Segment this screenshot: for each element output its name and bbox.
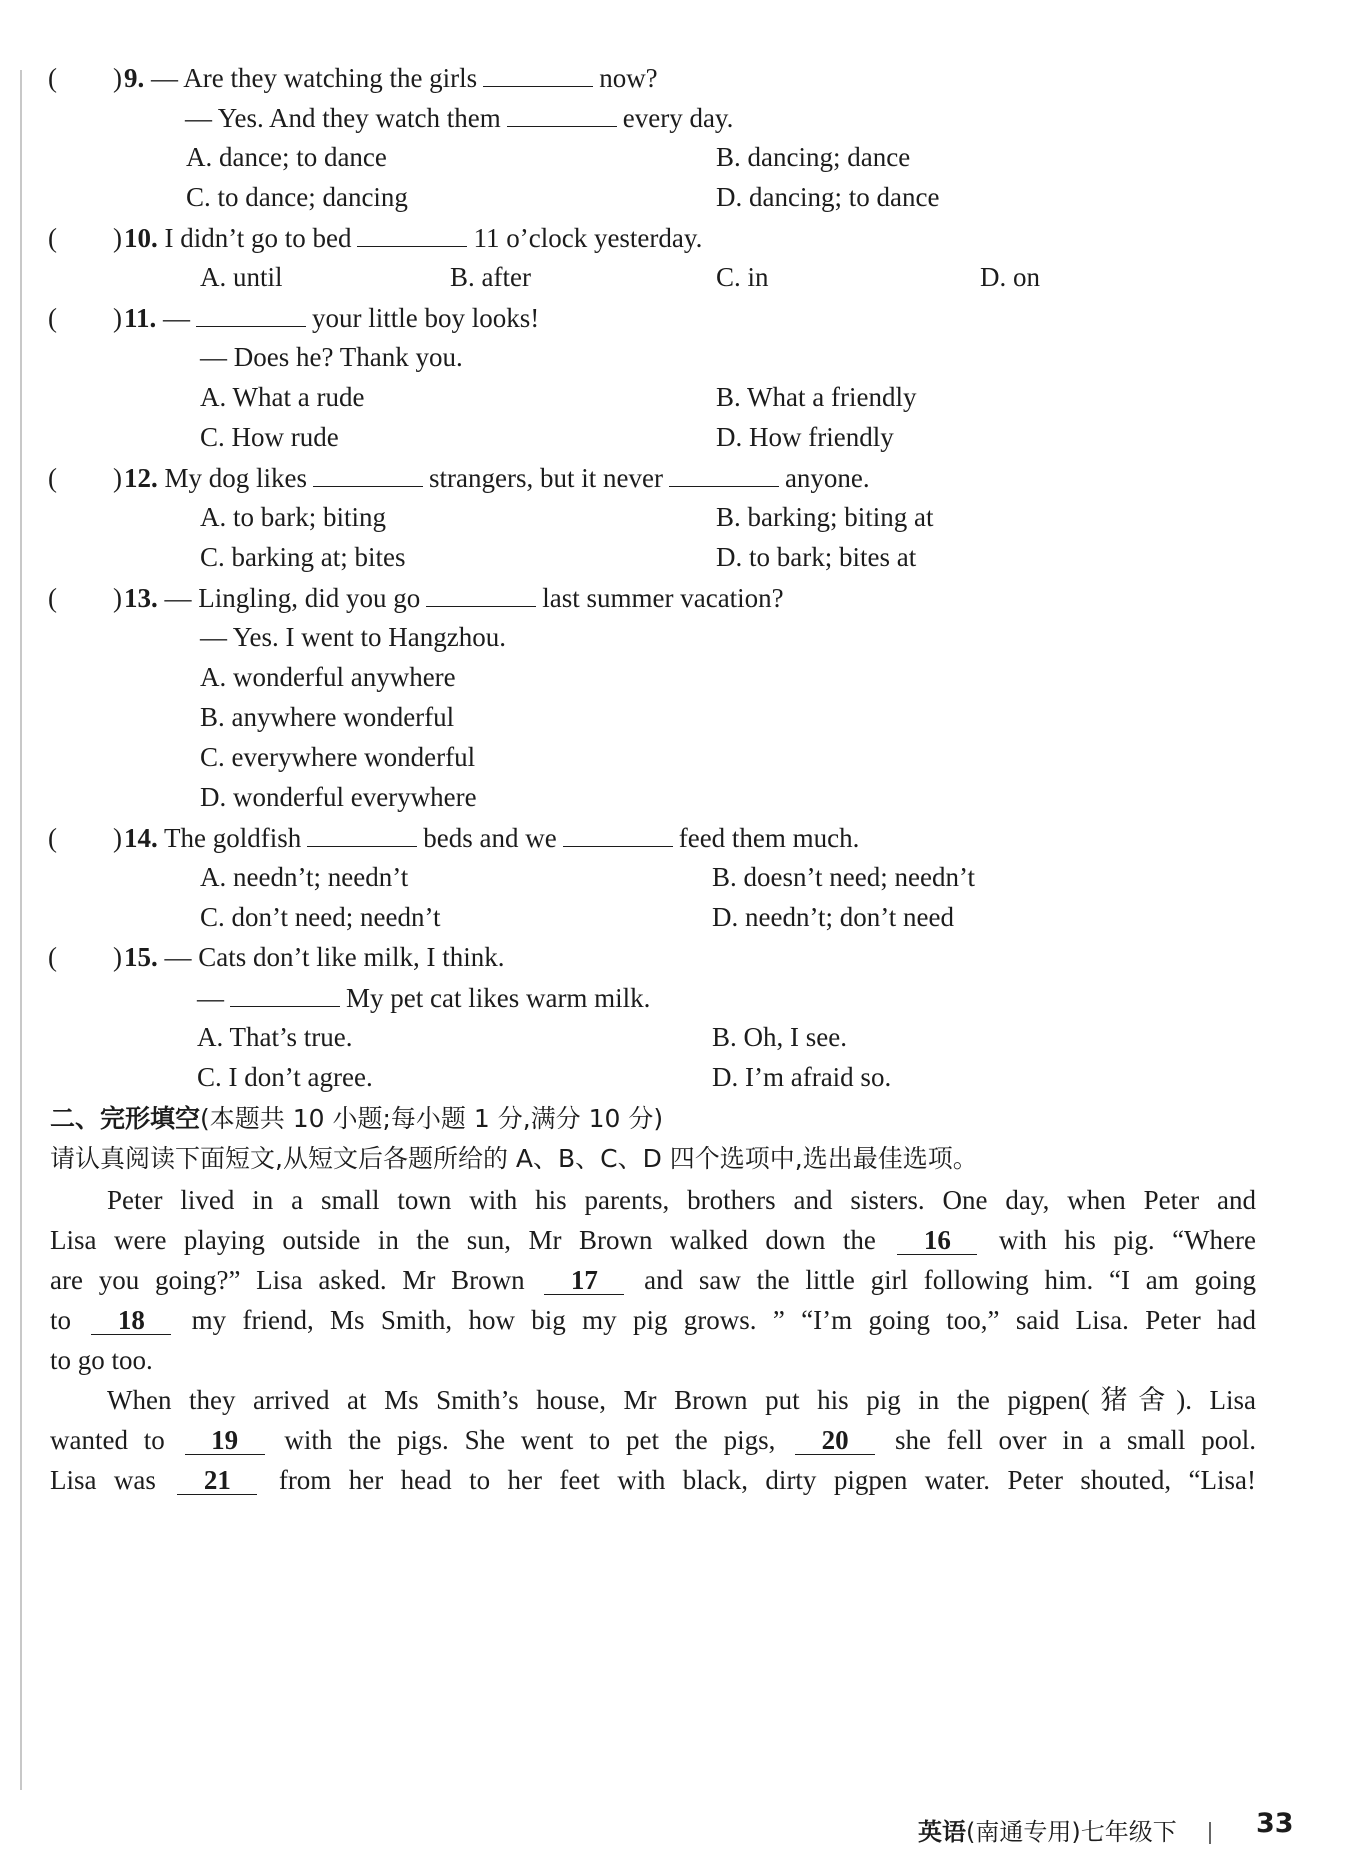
option-a: A. dance; to dance	[186, 142, 387, 172]
answer-bracket[interactable]: ( )	[48, 463, 122, 493]
footer-grade: 七年级下	[1080, 1818, 1177, 1846]
option-b: B. after	[450, 262, 531, 292]
question-number: 14.	[124, 823, 158, 853]
passage-line	[50, 1307, 1256, 1335]
blank	[196, 304, 306, 327]
stem-text: — Cats don’t like milk, I think.	[164, 942, 505, 972]
blank	[483, 64, 593, 87]
answer-bracket[interactable]: ( )	[48, 63, 122, 93]
page-footer	[918, 1812, 1231, 1847]
cloze-blank-21[interactable]: 21	[177, 1467, 257, 1495]
question-13-reply: — Yes. I went to Hangzhou.	[200, 622, 506, 652]
passage-line	[50, 1227, 1256, 1255]
passage-text: Lisa were playing outside in the sun, Mr Brown walked down the	[50, 1225, 876, 1255]
answer-bracket[interactable]: ( )	[48, 942, 122, 972]
passage-text: are you going?” Lisa asked. Mr Brown	[50, 1265, 525, 1295]
option-a: A. wonderful anywhere	[200, 662, 456, 692]
cloze-blank-17[interactable]: 17	[544, 1267, 624, 1295]
passage-line	[50, 1267, 1256, 1295]
cloze-blank-19[interactable]: 19	[185, 1427, 265, 1455]
question-number: 15.	[124, 942, 158, 972]
blank	[230, 984, 340, 1007]
passage-line: Peter lived in a small town with his parents, brothers and sisters. One day, when Peter and	[107, 1185, 1256, 1215]
stem-text: — Lingling, did you go	[164, 583, 421, 613]
question-9	[48, 64, 658, 92]
question-number: 9.	[124, 63, 145, 93]
question-11	[48, 304, 539, 332]
question-13	[48, 584, 784, 612]
answer-bracket[interactable]: ( )	[48, 583, 122, 613]
passage-text: and saw the little girl following him. “I am going	[644, 1265, 1257, 1295]
option-a: A. to bark; biting	[200, 502, 386, 532]
question-number: 13.	[124, 583, 158, 613]
section-note: (本题共 10 小题;每小题 1 分,满分 10 分)	[200, 1104, 664, 1133]
option-d: D. I’m afraid so.	[712, 1062, 892, 1092]
footer-subject: 英语	[918, 1818, 966, 1846]
option-b: B. What a friendly	[716, 382, 917, 412]
question-number: 12.	[124, 463, 158, 493]
question-15	[48, 944, 505, 971]
footer-edition: (南通专用)	[966, 1818, 1081, 1846]
option-c: C. I don’t agree.	[197, 1062, 373, 1092]
option-d: D. wonderful everywhere	[200, 782, 477, 812]
passage-text: Lisa was	[50, 1465, 156, 1495]
stem-text: The goldfish	[164, 823, 302, 853]
passage-text: from her head to her feet with black, dirty pigpen water. Peter shouted, “Lisa!	[278, 1465, 1257, 1495]
option-d: D. needn’t; don’t need	[712, 902, 954, 932]
option-c: C. to dance; dancing	[186, 182, 408, 212]
stem-text: feed them much.	[678, 823, 860, 853]
stem-text: — Are they watching the girls	[151, 63, 478, 93]
passage-line: to go too.	[50, 1345, 153, 1375]
blank	[669, 464, 779, 487]
option-b: B. anywhere wonderful	[200, 702, 455, 732]
stem-text: last summer vacation?	[542, 583, 784, 613]
passage-text: to	[50, 1305, 72, 1335]
option-c: C. everywhere wonderful	[200, 742, 476, 772]
passage-line	[50, 1427, 1256, 1455]
question-15-reply	[197, 984, 650, 1012]
cloze-blank-16[interactable]: 16	[897, 1227, 977, 1255]
answer-bracket[interactable]: ( )	[48, 303, 122, 333]
option-b: B. doesn’t need; needn’t	[712, 862, 975, 892]
stem-text: 11 o’clock yesterday.	[473, 223, 703, 253]
passage-text: my friend, Ms Smith, how big my pig grows. ” “I’m going too,” said Lisa. Peter had	[191, 1305, 1256, 1335]
option-a: A. needn’t; needn’t	[200, 862, 409, 892]
option-d: D. dancing; to dance	[716, 182, 940, 212]
passage-line	[50, 1467, 1256, 1495]
question-10	[48, 224, 702, 252]
stem-text: —	[163, 303, 191, 333]
stem-text: I didn’t go to bed	[164, 223, 352, 253]
blank	[426, 584, 536, 607]
blank	[507, 104, 617, 127]
margin-line	[20, 70, 22, 1790]
option-b: B. barking; biting at	[716, 502, 934, 532]
stem-text: My pet cat likes warm milk.	[346, 983, 651, 1013]
question-number: 11.	[124, 303, 157, 333]
option-a: A. That’s true.	[197, 1022, 353, 1052]
option-d: D. to bark; bites at	[716, 542, 917, 572]
option-c: C. in	[716, 262, 769, 292]
blank	[307, 824, 417, 847]
option-a: A. What a rude	[200, 382, 365, 412]
stem-text: anyone.	[784, 463, 870, 493]
answer-bracket[interactable]: ( )	[48, 823, 122, 853]
page-number: 33	[1256, 1808, 1294, 1839]
question-14	[48, 824, 859, 852]
question-number: 10.	[124, 223, 158, 253]
footer-divider	[1209, 1822, 1211, 1844]
question-11-reply: — Does he? Thank you.	[200, 342, 463, 372]
stem-text: every day.	[622, 103, 734, 133]
stem-text: now?	[599, 63, 658, 93]
stem-text: My dog likes	[164, 463, 308, 493]
option-a: A. until	[200, 262, 283, 292]
blank	[357, 224, 467, 247]
blank	[563, 824, 673, 847]
option-d: D. How friendly	[716, 422, 894, 452]
stem-text: —	[197, 983, 224, 1013]
question-12	[48, 464, 870, 492]
passage-text: wanted to	[50, 1425, 165, 1455]
stem-text: — Yes. And they watch them	[185, 103, 501, 133]
cloze-blank-18[interactable]: 18	[91, 1307, 171, 1335]
section-title: 二、完形填空	[50, 1104, 201, 1133]
option-c: C. don’t need; needn’t	[200, 902, 441, 932]
passage-text: with the pigs. She went to pet the pigs,	[284, 1425, 776, 1455]
stem-text: strangers, but it never	[429, 463, 663, 493]
passage-text: with his pig. “Where	[998, 1225, 1257, 1255]
passage-line: When they arrived at Ms Smith’s house, Mr Brown put his pig in the pigpen(猪舍). Lisa	[107, 1385, 1256, 1415]
section-heading	[50, 1106, 663, 1131]
answer-bracket[interactable]: ( )	[48, 223, 122, 253]
option-b: B. dancing; dance	[716, 142, 911, 172]
question-9-reply	[185, 104, 733, 132]
section-instruction: 请认真阅读下面短文,从短文后各题所给的 A、B、C、D 四个选项中,选出最佳选项。	[50, 1144, 978, 1173]
option-b: B. Oh, I see.	[712, 1022, 847, 1052]
option-c: C. How rude	[200, 422, 339, 452]
passage-text: she fell over in a small pool.	[894, 1425, 1256, 1455]
blank	[313, 464, 423, 487]
option-d: D. on	[980, 262, 1040, 292]
cloze-blank-20[interactable]: 20	[795, 1427, 875, 1455]
option-c: C. barking at; bites	[200, 542, 406, 572]
stem-text: beds and we	[423, 823, 557, 853]
stem-text: your little boy looks!	[312, 303, 540, 333]
